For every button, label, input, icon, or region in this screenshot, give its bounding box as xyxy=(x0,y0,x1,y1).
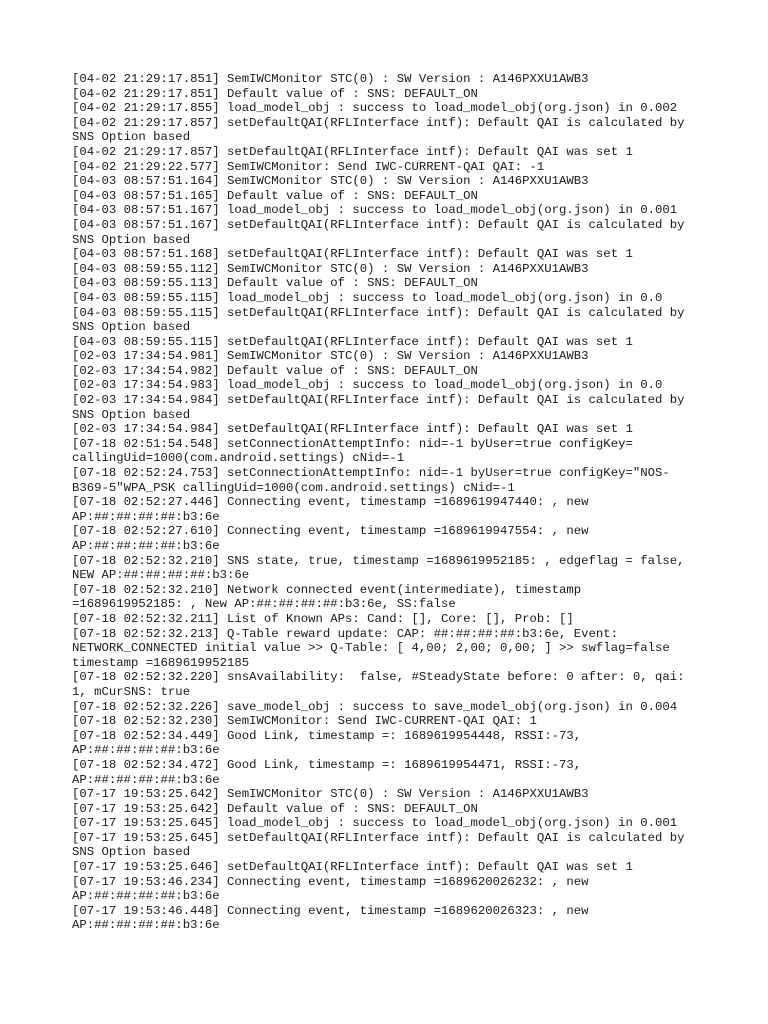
log-line: [04-02 21:29:17.857] setDefaultQAI(RFLInterface intf): Default QAI was set 1 xyxy=(72,144,633,159)
log-line: [04-03 08:57:51.165] Default value of : SNS: DEFAULT_ON xyxy=(72,188,478,203)
log-line: [07-18 02:52:32.220] snsAvailability: false, #SteadyState before: 0 after: 0, qai: xyxy=(72,670,685,685)
log-line: [04-03 08:59:55.112] SemIWCMonitor STC(0) : SW Version : A146PXXU1AWB3 xyxy=(72,261,589,276)
log-line: [07-18 02:52:32.210] Network connected event(intermediate), timestamp xyxy=(72,582,582,597)
log-line: [07-18 02:52:32.230] SemIWCMonitor: Send IWC-CURRENT-QAI QAI: 1 xyxy=(72,714,537,729)
log-line: [02-03 17:34:54.984] setDefaultQAI(RFLInterface intf): Default QAI was set 1 xyxy=(72,422,633,437)
log-line: [07-18 02:52:32.226] save_model_obj : success to save_model_obj(org.json) in 0.004 xyxy=(72,699,678,714)
log-line: [04-03 08:57:51.167] load_model_obj : success to load_model_obj(org.json) in 0.001 xyxy=(72,203,678,218)
log-line: [07-17 19:53:25.642] Default value of : SNS: DEFAULT_ON xyxy=(72,801,478,816)
log-line: AP:##:##:##:##:b3:6e xyxy=(72,772,220,787)
log-line: [04-03 08:57:51.167] setDefaultQAI(RFLInterface intf): Default QAI is calculated by xyxy=(72,217,685,232)
log-line: [07-18 02:52:34.449] Good Link, timestamp =: 1689619954448, RSSI:-73, xyxy=(72,728,582,743)
log-line: [07-17 19:53:25.642] SemIWCMonitor STC(0) : SW Version : A146PXXU1AWB3 xyxy=(72,787,589,802)
log-line: [07-18 02:52:27.610] Connecting event, timestamp =1689619947554: , new xyxy=(72,524,589,539)
log-line: [04-02 21:29:22.577] SemIWCMonitor: Send IWC-CURRENT-QAI QAI: -1 xyxy=(72,159,545,174)
log-line: [04-03 08:57:51.168] setDefaultQAI(RFLInterface intf): Default QAI was set 1 xyxy=(72,247,633,262)
log-line: =1689619952185: , New AP:##:##:##:##:b3:6e, SS:false xyxy=(72,597,456,612)
log-line: callingUid=1000(com.android.settings) cNid=-1 xyxy=(72,451,405,466)
log-line: [04-03 08:59:55.115] load_model_obj : success to load_model_obj(org.json) in 0.0 xyxy=(72,290,663,305)
log-document xyxy=(72,72,712,933)
log-line: AP:##:##:##:##:b3:6e xyxy=(72,889,220,904)
log-line: [07-18 02:52:27.446] Connecting event, timestamp =1689619947440: , new xyxy=(72,495,589,510)
log-line: [07-17 19:53:25.645] setDefaultQAI(RFLInterface intf): Default QAI is calculated by xyxy=(72,830,685,845)
log-line: [04-03 08:59:55.115] setDefaultQAI(RFLInterface intf): Default QAI was set 1 xyxy=(72,334,633,349)
log-line: 1, mCurSNS: true xyxy=(72,684,191,699)
log-line: [02-03 17:34:54.984] setDefaultQAI(RFLInterface intf): Default QAI is calculated by xyxy=(72,393,685,408)
log-line: [07-18 02:52:24.753] setConnectionAttemptInfo: nid=-1 byUser=true configKey="NOS- xyxy=(72,466,670,481)
log-line: [07-17 19:53:25.646] setDefaultQAI(RFLInterface intf): Default QAI was set 1 xyxy=(72,860,633,875)
log-line: AP:##:##:##:##:b3:6e xyxy=(72,509,220,524)
log-line: NEW AP:##:##:##:##:b3:6e xyxy=(72,568,250,583)
log-line: [07-17 19:53:46.234] Connecting event, timestamp =1689620026232: , new xyxy=(72,874,589,889)
log-line: [07-17 19:53:46.448] Connecting event, timestamp =1689620026323: , new xyxy=(72,903,589,918)
log-line: [02-03 17:34:54.982] Default value of : SNS: DEFAULT_ON xyxy=(72,363,478,378)
log-line: AP:##:##:##:##:b3:6e xyxy=(72,918,220,933)
log-line: [07-18 02:51:54.548] setConnectionAttemptInfo: nid=-1 byUser=true configKey= xyxy=(72,436,633,451)
log-line: AP:##:##:##:##:b3:6e xyxy=(72,743,220,758)
log-line: [07-17 19:53:25.645] load_model_obj : success to load_model_obj(org.json) in 0.001 xyxy=(72,816,678,831)
log-line: [02-03 17:34:54.981] SemIWCMonitor STC(0) : SW Version : A146PXXU1AWB3 xyxy=(72,349,589,364)
log-line: NETWORK_CONNECTED initial value >> Q-Table: [ 4,00; 2,00; 0,00; ] >> swflag=false xyxy=(72,641,670,656)
log-line: [04-03 08:57:51.164] SemIWCMonitor STC(0) : SW Version : A146PXXU1AWB3 xyxy=(72,174,589,189)
log-line: timestamp =1689619952185 xyxy=(72,655,250,670)
log-line: [04-03 08:59:55.115] setDefaultQAI(RFLInterface intf): Default QAI is calculated by xyxy=(72,305,685,320)
log-line: [07-18 02:52:32.211] List of Known APs: Cand: [], Core: [], Prob: [] xyxy=(72,611,574,626)
log-line: [04-03 08:59:55.113] Default value of : SNS: DEFAULT_ON xyxy=(72,276,478,291)
log-line: [07-18 02:52:32.213] Q-Table reward update: CAP: ##:##:##:##:b3:6e, Event: xyxy=(72,626,619,641)
log-line: [07-18 02:52:32.210] SNS state, true, timestamp =1689619952185: , edgeflag = false, xyxy=(72,553,685,568)
log-line: SNS Option based xyxy=(72,232,191,247)
log-line: AP:##:##:##:##:b3:6e xyxy=(72,539,220,553)
log-line: [07-18 02:52:34.472] Good Link, timestamp =: 1689619954471, RSSI:-73, xyxy=(72,757,582,772)
log-line: SNS Option based xyxy=(72,845,191,860)
log-line: SNS Option based xyxy=(72,320,191,335)
log-line: SNS Option based xyxy=(72,130,191,145)
log-line: [04-02 21:29:17.857] setDefaultQAI(RFLInterface intf): Default QAI is calculated by xyxy=(72,115,685,130)
log-line: [04-02 21:29:17.855] load_model_obj : success to load_model_obj(org.json) in 0.002 xyxy=(72,101,678,116)
log-line: [02-03 17:34:54.983] load_model_obj : success to load_model_obj(org.json) in 0.0 xyxy=(72,378,663,393)
log-line: [04-02 21:29:17.851] Default value of : SNS: DEFAULT_ON xyxy=(72,86,478,101)
log-line: B369-5"WPA_PSK callingUid=1000(com.android.settings) cNid=-1 xyxy=(72,480,515,495)
log-line: [04-02 21:29:17.851] SemIWCMonitor STC(0) : SW Version : A146PXXU1AWB3 xyxy=(72,72,589,86)
log-line: SNS Option based xyxy=(72,407,191,422)
